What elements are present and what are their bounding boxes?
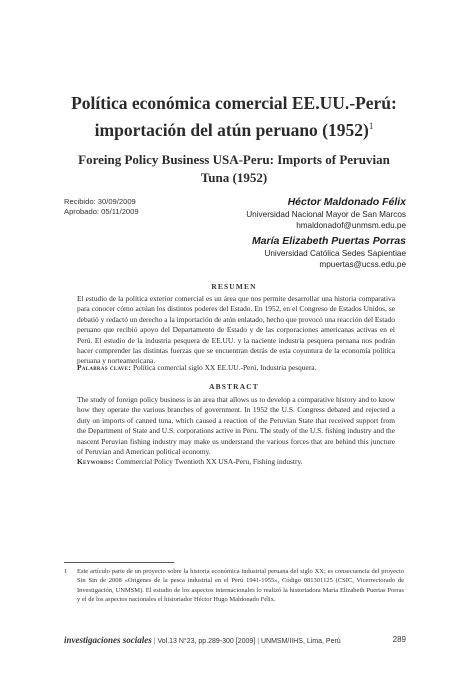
abstract-keywords-text: Commercial Policy Twentieth XX USA-Peru, Fishing industry. bbox=[115, 457, 303, 466]
footnote-marker: 1 bbox=[64, 568, 68, 575]
author-1-name: Héctor Maldonado Félix bbox=[287, 196, 406, 208]
author-1-email[interactable]: hmaldonadof@unmsm.edu.pe bbox=[296, 221, 406, 230]
resumen-keywords-label: Palabras clave: bbox=[77, 363, 132, 372]
journal-issue: Vol.13 N°23, pp.289-300 [2009] bbox=[157, 638, 256, 645]
author-block bbox=[246, 196, 406, 270]
footnote bbox=[64, 567, 404, 604]
journal-footer bbox=[64, 635, 406, 647]
journal-name: investigaciones sociales bbox=[64, 635, 152, 645]
footer-separator: | bbox=[153, 638, 158, 645]
title-spanish-line-1: Política económica comercial EE.UU.-Perú: bbox=[71, 93, 397, 113]
abstract-keywords bbox=[77, 457, 395, 467]
article-title-spanish bbox=[60, 92, 408, 142]
footnote-divider bbox=[64, 562, 174, 563]
resumen-keywords-text: Política comercial siglo XX EE.UU.-Perú, Industria pesquera. bbox=[132, 363, 317, 372]
title-spanish-line-2 bbox=[60, 115, 408, 142]
page-number: 289 bbox=[392, 635, 406, 644]
resumen-body: El estudio de la política exterior comercial es un área que nos permite desarrollar una historia comparativa para conocer cómo actúan los distintos poderes del Estado. En 1952, en el Congreso de Estados Unidos, se debatió y redactó un derecho a la importación de atún enlatado, hecho que provocó una reacción del Estado peruano que recibió apoyo del Departamento de Estado y de las corporaciones americanas activas en el Perú. El estudio de la industria pesquera de EE.UU. y la naciente industria pesquera peruana nos podrán hacer comprender las distintas fuerzas que se encuentran detrás de esta coyuntura de la economía política peruana y norteamericana. bbox=[77, 294, 395, 366]
author-1-affiliation: Universidad Nacional Mayor de San Marcos bbox=[246, 210, 406, 219]
title-spanish-line-2-text: importación del atún peruano (1952) bbox=[94, 119, 369, 140]
author-2-email[interactable]: mpuertas@ucss.edu.pe bbox=[319, 260, 406, 269]
title-footnote-marker[interactable]: 1 bbox=[368, 121, 374, 131]
approved-date: Aprobado: 05/11/2009 bbox=[64, 207, 139, 216]
abstract-keywords-label: Keywords: bbox=[77, 457, 114, 466]
received-date: Recibido: 30/09/2009 bbox=[64, 197, 136, 206]
author-2-name: María Elizabeth Puertas Porras bbox=[251, 235, 406, 247]
abstract-body: The study of foreign policy business is an area that allows us to develop a comparative history and to know how they operate the various branches of government. In 1952 the U.S. Congress debated and rejected a duty on imports of canned tuna, which caused a reaction of the Peruvian State that received support from the Department of State and U.S. corporations active in Peru. The study of the U.S. fishing industry and the nascent Peruvian fishing industry may make us understand the various forces that are behind this juncture of Peruvian and American political economy. bbox=[77, 395, 395, 457]
resumen-keywords bbox=[77, 363, 395, 373]
submission-dates bbox=[64, 197, 139, 217]
footer-separator: | bbox=[257, 638, 261, 645]
title-english-line-2: Tuna (1952) bbox=[200, 170, 268, 185]
article-title-english bbox=[60, 151, 408, 187]
author-2-affiliation: Universidad Católica Sedes Sapientiae bbox=[264, 249, 406, 258]
footnote-text: Este artículo parte de un proyecto sobre la historia económica industrial peruana del siglo XX; es consecuencia del proyecto Sin Sin de 2008 «Orígenes de la pesca industrial en el Perú 1941-1955», Código 081301125 (CSIC, Vicerrectorado de Investigación, UNMSM). El estudio de los aspectos internacionales lo realizó la historiadora María Elizabeth Puertas Porras y el de los aspectos nacionales el historiador Héctor Hugo Maldonado Félix. bbox=[77, 568, 404, 603]
abstract-heading: ABSTRACT bbox=[209, 382, 259, 391]
journal-location: UNMSM/IIHS, Lima, Perú bbox=[260, 638, 341, 645]
resumen-heading: RESUMEN bbox=[211, 282, 257, 291]
title-english-line-1: Foreing Policy Business USA-Peru: Imports of Peruvian bbox=[78, 152, 390, 167]
